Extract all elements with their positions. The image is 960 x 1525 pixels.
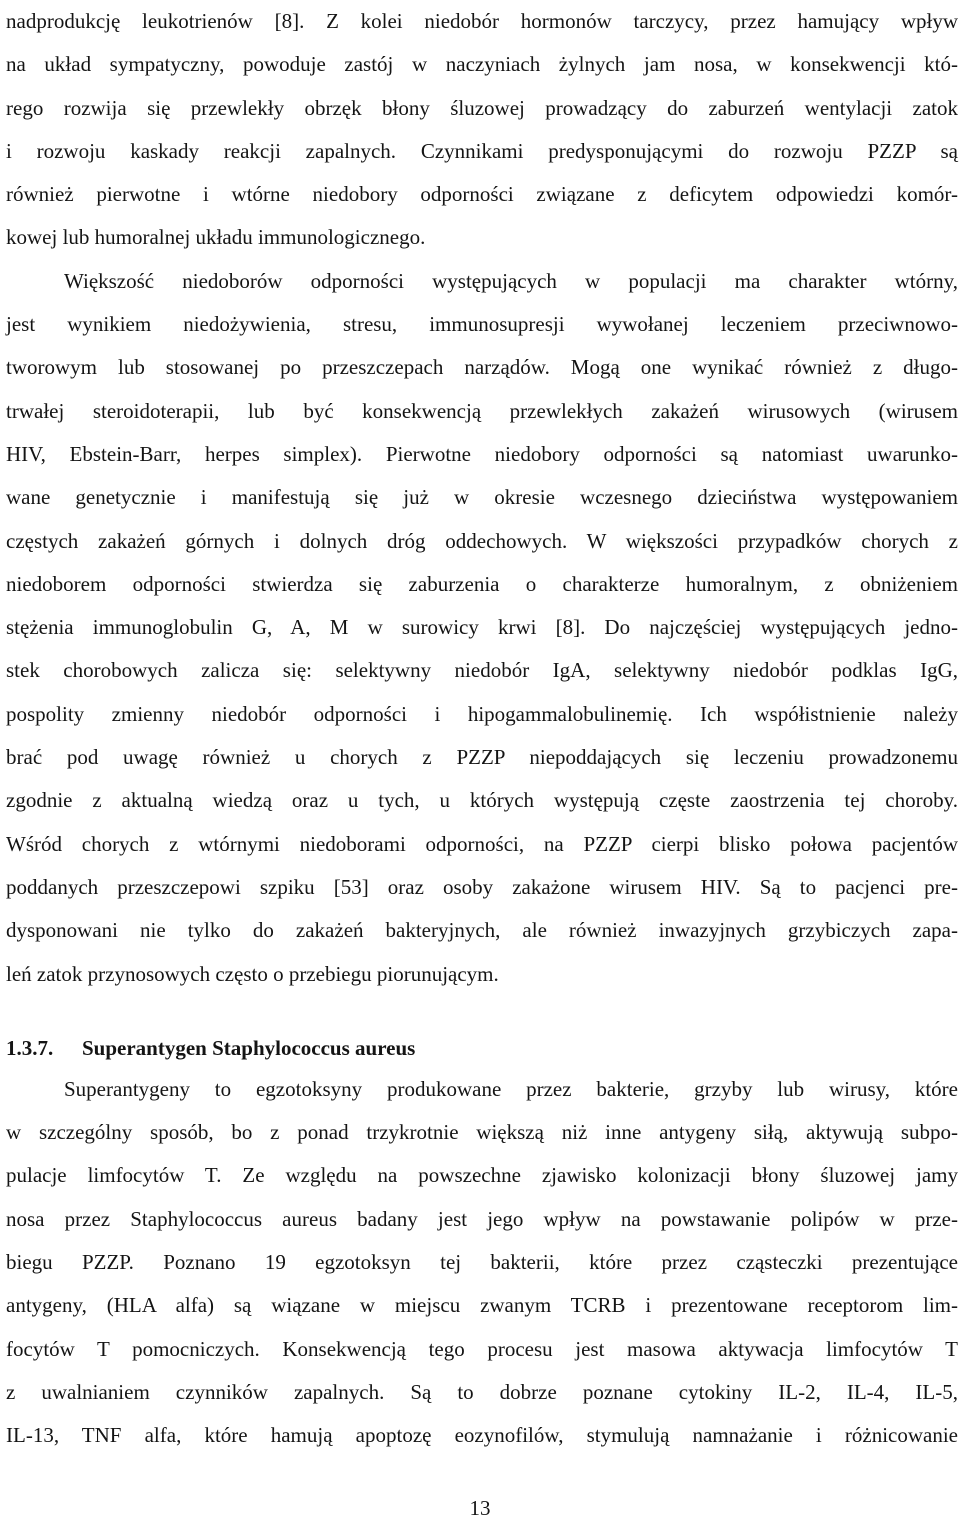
text-line: również pierwotne i wtórne niedobory odporności związane z deficytem odpowiedzi komór- [6, 182, 958, 207]
page-number: 13 [469, 1496, 491, 1520]
text-line: poddanych przeszczepowi szpiku [53] oraz osoby zakażone wirusem HIV. Są to pacjenci pre- [6, 874, 958, 899]
document-page [6, 0, 958, 1458]
text-line: Superantygeny to egzotoksyny produkowane przez bakterie, grzyby lub wirusy, które [64, 1076, 958, 1101]
text-line: i rozwoju kaskady reakcji zapalnych. Czynnikami predysponującymi do rozwoju PZZP są [6, 138, 958, 163]
text-line: na układ sympatyczny, powoduje zastój w naczyniach żylnych jam nosa, w konsekwencji któ- [6, 52, 958, 77]
text-line: nosa przez Staphylococcus aureus badany jest jego wpływ na powstawanie polipów w prze- [6, 1206, 958, 1231]
text-line: focytów T pomocniczych. Konsekwencją tego procesu jest masowa aktywacja limfocytów T [6, 1336, 958, 1361]
text-line: antygeny, (HLA alfa) są wiązane w miejscu zwanym TCRB i prezentowane receptorom lim- [6, 1293, 958, 1318]
text-line: zgodnie z aktualną wiedzą oraz u tych, u których występują częste zaostrzenia tej choroby. [6, 788, 958, 813]
text-line: tworowym lub stosowanej po przeszczepach narządów. Mogą one wynikać również z długo- [6, 355, 958, 380]
paragraph-hormones [6, 0, 958, 260]
paragraph-immunodeficiency [6, 260, 958, 996]
text-line: trwałej steroidoterapii, lub być konsekwencją przewlekłych zakażeń wirusowych (wirusem [6, 398, 958, 423]
text-line: stężenia immunoglobulin G, A, M w surowicy krwi [8]. Do najczęściej występujących jedno- [6, 615, 958, 640]
text-line: biegu PZZP. Poznano 19 egzotoksyn tej bakterii, które przez cząsteczki prezentujące [6, 1250, 958, 1275]
text-line: stek chorobowych zalicza się: selektywny niedobór IgA, selektywny niedobór podklas IgG, [6, 658, 958, 683]
text-line: w szczególny sposób, bo z ponad trzykrotnie większą niż inne antygeny siłą, aktywują subpo- [6, 1120, 958, 1145]
text-line: HIV, Ebstein-Barr, herpes simplex). Pierwotne niedobory odporności są natomiast uwarunko- [6, 441, 958, 466]
section-title: Superantygen Staphylococcus aureus [82, 1035, 416, 1060]
text-line: kowej lub humoralnej układu immunologicznego. [6, 225, 426, 250]
text-line: pospolity zmienny niedobór odporności i hipogammalobulinemię. Ich współistnienie należy [6, 701, 958, 726]
text-line: IL-13, TNF alfa, które hamują apoptozę eozynofilów, stymulują namnażanie i różnicowanie [6, 1423, 958, 1448]
text-line: wane genetycznie i manifestują się już w okresie wczesnego dzieciństwa występowaniem [6, 485, 958, 510]
section-number: 1.3.7. [6, 1035, 54, 1060]
text-line: pulacje limfocytów T. Ze względu na powszechne zjawisko kolonizacji błony śluzowej jamy [6, 1163, 958, 1188]
text-line: częstych zakażeń górnych i dolnych dróg oddechowych. W większości przypadków chorych z [6, 528, 958, 553]
text-line: nadprodukcję leukotrienów [8]. Z kolei niedobór hormonów tarczycy, przez hamujący wpływ [6, 9, 958, 33]
text-line: Wśród chorych z wtórnymi niedoborami odporności, na PZZP cierpi blisko połowa pacjentów [6, 831, 958, 856]
text-line: dysponowani nie tylko do zakażeń bakteryjnych, ale również inwazyjnych grzybiczych zapa- [6, 918, 958, 943]
text-line: Większość niedoborów odporności występujących w populacji ma charakter wtórny, [64, 268, 958, 293]
section-gap [6, 996, 958, 1028]
text-line: z uwalnianiem czynników zapalnych. Są to dobrze poznane cytokiny IL-2, IL-4, IL-5, [6, 1379, 958, 1404]
text-line: rego rozwija się przewlekły obrzęk błony śluzowej prowadzący do zaburzeń wentylacji zatok [6, 95, 958, 120]
paragraph-superantigen [6, 1068, 958, 1458]
text-line: leń zatok przynosowych często o przebiegu piorunującym. [6, 961, 499, 986]
text-line: jest wynikiem niedożywienia, stresu, immunosupresji wywołanej leczeniem przeciwnowo- [6, 312, 958, 337]
text-line: niedoborem odporności stwierdza się zaburzenia o charakterze humoralnym, z obniżeniem [6, 571, 958, 596]
section-heading [6, 1028, 958, 1068]
text-line: brać pod uwagę również u chorych z PZZP niepoddających się leczeniu prowadzonemu [6, 745, 958, 770]
